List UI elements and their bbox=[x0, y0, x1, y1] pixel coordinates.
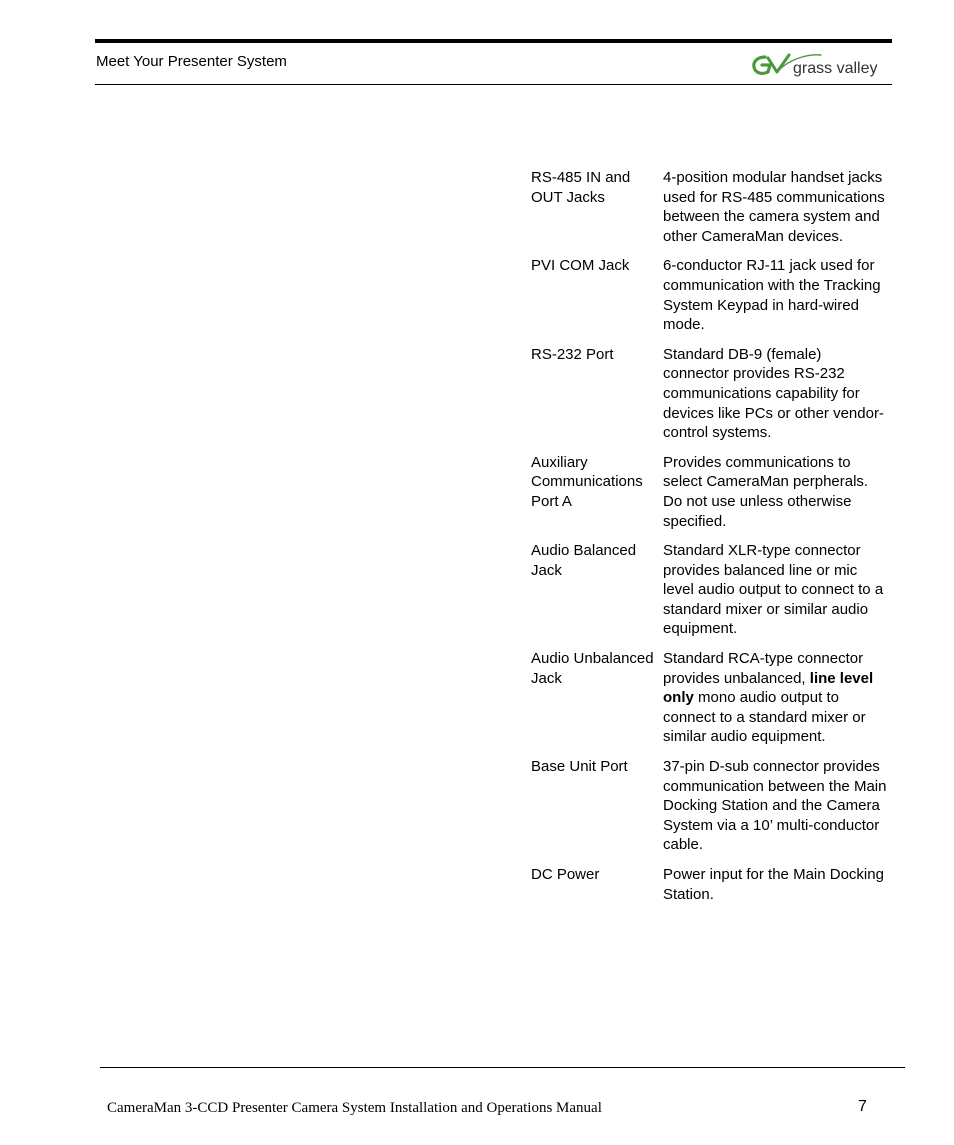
spec-description: Power input for the Main Docking Station. bbox=[663, 866, 884, 903]
spec-term: Audio Balanced Jack bbox=[531, 542, 637, 579]
spec-term: RS-485 IN and OUT Jacks bbox=[531, 169, 631, 206]
footer-rule bbox=[100, 1067, 905, 1068]
header-bottom-rule bbox=[95, 84, 892, 85]
grass-valley-logo bbox=[751, 51, 891, 79]
header-top-rule bbox=[95, 39, 892, 43]
spec-row-pvi-com bbox=[531, 256, 891, 334]
spec-term: RS-232 Port bbox=[531, 345, 614, 363]
spec-description: Standard DB-9 (female) connector provides RS-232 communications capability for devices like PCs or other vendor-control systems. bbox=[663, 345, 884, 442]
spec-row-audio-unbalanced bbox=[531, 649, 891, 747]
spec-term: PVI COM Jack bbox=[531, 257, 630, 275]
manual-title: CameraMan 3-CCD Presenter Camera System Installation and Operations Manual bbox=[107, 1100, 602, 1116]
spec-description: Standard XLR-type connector provides balanced line or mic level audio output to connect to a standard mixer or similar audio equipment. bbox=[663, 542, 884, 638]
spec-row-aux-port-a bbox=[531, 453, 891, 531]
spec-description: 6-conductor RJ-11 jack used for communication with the Tracking System Keypad in hard-wired mode. bbox=[663, 257, 881, 334]
spec-description: 4-position modular handset jacks used for RS-485 communications between the camera system and other CameraMan devices. bbox=[663, 169, 885, 245]
spec-row-dc-power bbox=[531, 865, 891, 904]
connector-spec-table bbox=[531, 168, 891, 914]
spec-row-rs485 bbox=[531, 168, 891, 246]
spec-description: 37-pin D-sub connector provides communication between the Main Docking Station and the Camera System via a 10’ multi-conductor cable. bbox=[663, 758, 887, 854]
spec-row-audio-balanced bbox=[531, 541, 891, 639]
spec-term: Auxiliary Communications Port A bbox=[531, 453, 643, 510]
spec-term: Audio Unbalanced Jack bbox=[531, 650, 654, 687]
spec-description-text: Standard RCA-type connector provides unbalanced, bbox=[663, 650, 864, 687]
page-number: 7 bbox=[858, 1098, 867, 1115]
spec-description bbox=[663, 649, 891, 747]
spec-row-base-unit-port bbox=[531, 757, 891, 855]
spec-description-text: mono audio output to connect to a standard mixer or similar audio equipment. bbox=[663, 689, 866, 746]
spec-term: Base Unit Port bbox=[531, 758, 628, 776]
spec-term: DC Power bbox=[531, 866, 600, 883]
logo-text: grass valley bbox=[793, 60, 878, 77]
spec-description-emphasis: line level only bbox=[663, 669, 874, 707]
spec-description: Provides communications to select CameraMan perpherals. Do not use unless otherwise specified. bbox=[663, 453, 869, 530]
section-title: Meet Your Presenter System bbox=[96, 53, 287, 70]
spec-row-rs232 bbox=[531, 345, 891, 443]
